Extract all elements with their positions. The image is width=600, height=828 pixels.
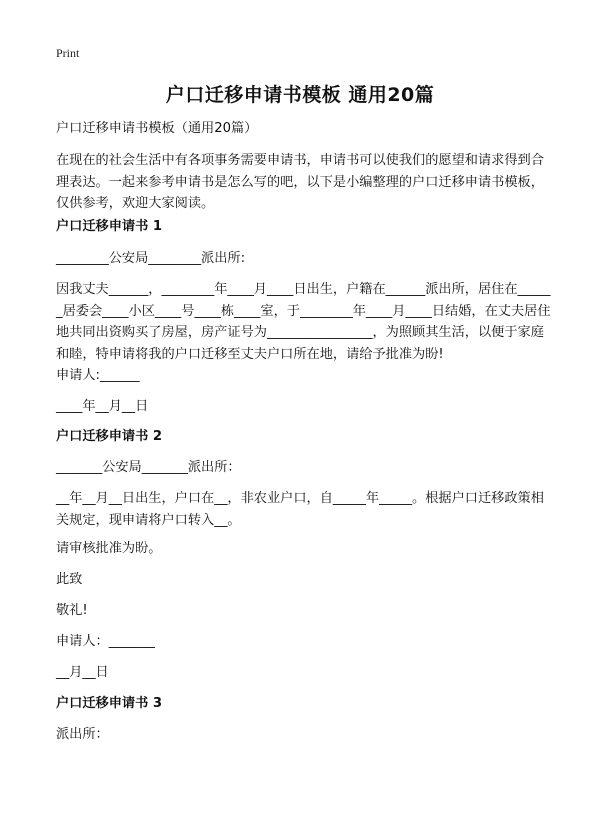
section-1-applicant: 申请人:______ xyxy=(56,368,140,383)
print-label[interactable]: Print xyxy=(56,46,80,60)
intro-paragraph: 在现在的社会生活中有各项事务需要申请书，申请书可以使我们的愿望和请求得到合理表达。一起来参考申请书是怎么写的吧，以下是小编整理的户口迁移申请书模板，仅供参考，欢迎大家阅读。 xyxy=(56,153,544,211)
section-1-body: 因我丈夫______，________年____月____日出生，户籍在______派出所，居住在______居委会____小区____号____栋____室，于________年____月____日结婚，在丈夫居住地共同出资购买了房屋，房产证号为________________，为照顾其生活，以便于家庭和睦，特申请将我的户口迁移至丈夫户口所在地，请给予批准为盼! xyxy=(56,282,551,362)
section-2-addressee: _______公安局_______派出所： xyxy=(56,460,241,475)
section-heading-2: 户口迁移申请书 2 xyxy=(56,429,163,444)
section-heading-3: 户口迁移申请书 3 xyxy=(56,696,163,711)
section-1-date: ____年__月__日 xyxy=(56,399,149,414)
section-2-applicant: 申请人：_______ xyxy=(56,634,155,649)
section-2-closing-2: 敬礼! xyxy=(56,603,88,618)
section-2-request: 请审核批准为盼。 xyxy=(56,541,162,556)
section-2-body: __年__月__日出生，户口在__，非农业户口，自_____年_____。根据户口迁移政策相关规定，现申请将户口转入__。 xyxy=(56,491,544,528)
section-1-addressee: ________公安局________派出所: xyxy=(56,251,246,266)
section-3-addressee: 派出所： xyxy=(56,727,109,742)
section-2-closing-1: 此致 xyxy=(56,572,83,587)
section-2-date: __月__日 xyxy=(56,665,109,680)
section-heading-1: 户口迁移申请书 1 xyxy=(56,219,163,234)
document-title: 户口迁移申请书模板 通用20篇 xyxy=(165,84,435,106)
document-subtitle: 户口迁移申请书模板（通用20篇） xyxy=(56,121,258,136)
